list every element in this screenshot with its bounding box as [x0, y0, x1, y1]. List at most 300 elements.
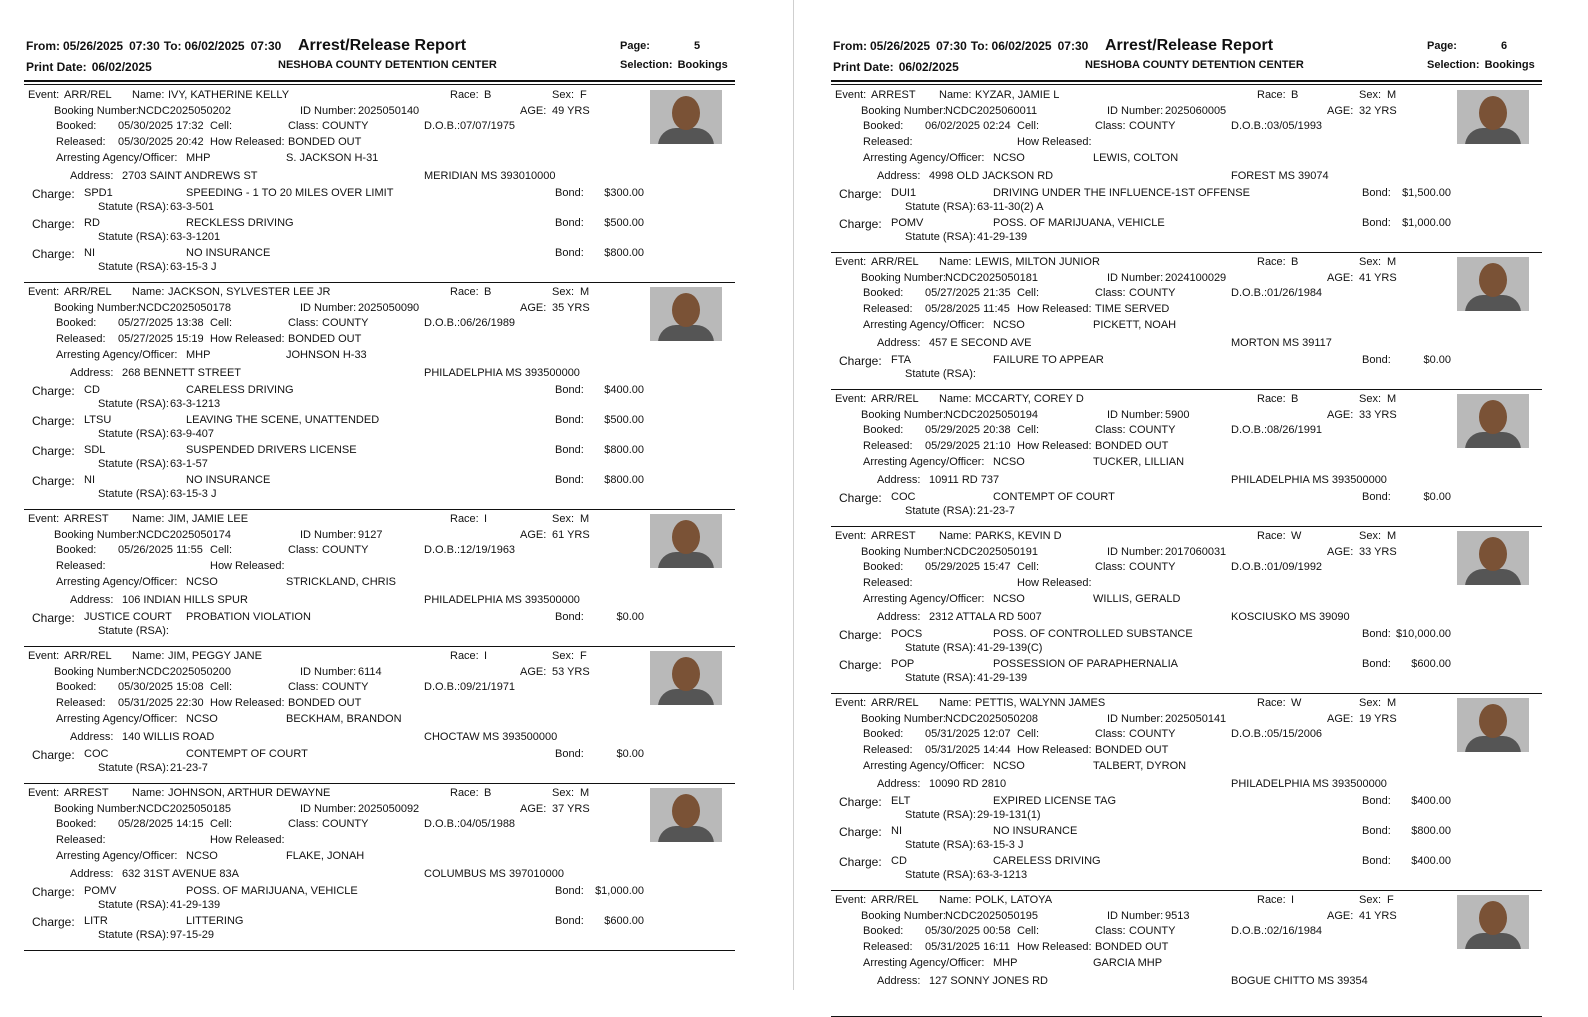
- mugshot-head: [672, 657, 700, 691]
- bond-label: Bond:: [555, 216, 584, 229]
- sex-value: M: [1387, 256, 1397, 268]
- class-label: Class:: [288, 317, 319, 330]
- address-label: Address:: [70, 169, 114, 182]
- bond-label: Bond:: [1362, 657, 1391, 670]
- charge-label: Charge:: [839, 627, 882, 642]
- city-state-zip: MERIDIAN MS 393010000: [424, 169, 556, 182]
- dob-label: D.O.B.:: [1231, 561, 1268, 574]
- dob-label: D.O.B.:: [424, 681, 461, 694]
- bond-label: Bond:: [1362, 627, 1391, 640]
- race-label: Race:: [1257, 697, 1286, 709]
- date-range-part: 07:30: [129, 39, 160, 53]
- mugshot-photo: [1457, 531, 1529, 585]
- age-value: 35 YRS: [552, 301, 590, 314]
- print-date: [833, 60, 959, 74]
- print-date-label: Print Date:: [833, 60, 894, 74]
- booked-label: Booked:: [863, 561, 904, 574]
- arrest-record: [831, 527, 1542, 694]
- charge-code: COC: [84, 747, 109, 760]
- mugshot-body: [658, 826, 714, 842]
- race-label: Race:: [1257, 530, 1286, 542]
- id-number: 2025050092: [358, 802, 420, 815]
- date-range-part: 07:30: [250, 39, 282, 53]
- booking-number: NCDC2025050191: [945, 545, 1038, 558]
- selection: [620, 59, 728, 71]
- sex-label: Sex:: [552, 513, 575, 525]
- bond-label: Bond:: [555, 610, 584, 623]
- address-label: Address:: [70, 730, 114, 743]
- how-released-label: How Released:: [1017, 303, 1092, 316]
- mugshot-body: [1465, 736, 1521, 752]
- statute-label: Statute (RSA):: [98, 487, 169, 500]
- cell-label: Cell:: [1017, 925, 1040, 938]
- mugshot-body: [1465, 933, 1521, 949]
- report-page-5: [0, 0, 794, 990]
- how-released-value: BONDED OUT: [1095, 941, 1169, 954]
- event-label: Event:: [835, 894, 867, 906]
- released-label: Released:: [56, 560, 106, 573]
- bond-label: Bond:: [555, 884, 584, 897]
- dob-value: 06/26/1989: [460, 317, 516, 330]
- race-value: B: [484, 286, 492, 298]
- arresting-agency-label: Arresting Agency/Officer:: [863, 455, 985, 468]
- charge-code: JUSTICE COURT: [84, 610, 172, 623]
- street-address: 632 31ST AVENUE 83A: [122, 867, 239, 880]
- race-label: Race:: [1257, 894, 1286, 906]
- statute-label: Statute (RSA):: [98, 427, 169, 440]
- print-date-label: Print Date:: [26, 60, 87, 74]
- statute-value: 63-15-3 J: [170, 260, 217, 273]
- arresting-agency: MHP: [993, 956, 1018, 969]
- sex-label: Sex:: [1359, 393, 1382, 405]
- arresting-agency-label: Arresting Agency/Officer:: [863, 956, 985, 969]
- mugshot-photo: [650, 287, 722, 341]
- released-label: Released:: [56, 697, 106, 710]
- dob-label: D.O.B.:: [1231, 424, 1268, 437]
- dob-label: D.O.B.:: [424, 544, 461, 557]
- event-type: ARR/REL: [871, 256, 919, 268]
- booked-datetime: 05/31/2025 12:07: [925, 728, 1011, 741]
- age-label: AGE:: [1327, 909, 1354, 922]
- race-value: B: [1291, 89, 1299, 101]
- id-number: 9513: [1165, 909, 1190, 922]
- arresting-officer: WILLIS, GERALD: [1093, 592, 1181, 605]
- id-number-label: ID Number:: [1107, 545, 1164, 558]
- report-title: Arrest/Release Report: [298, 37, 467, 54]
- cell-label: Cell:: [210, 818, 233, 831]
- bond-label: Bond:: [1362, 794, 1391, 807]
- age-value: 37 YRS: [552, 802, 590, 815]
- report-page-6: [807, 0, 1588, 990]
- statute-value: 41-29-139(C): [977, 641, 1043, 654]
- arresting-agency: NCSO: [186, 575, 218, 588]
- charge-code: SPD1: [84, 186, 113, 199]
- inmate-name: PETTIS, WALYNN JAMES: [975, 697, 1106, 709]
- charge-code: POP: [891, 657, 915, 670]
- bond-amount: $10,000.00: [1395, 627, 1451, 640]
- age-value: 32 YRS: [1359, 104, 1397, 117]
- dob-value: 08/26/1991: [1267, 424, 1323, 437]
- how-released-value: TIME SERVED: [1095, 303, 1170, 316]
- mugshot-photo: [1457, 895, 1529, 949]
- arresting-agency-label: Arresting Agency/Officer:: [56, 849, 178, 862]
- street-address: 127 SONNY JONES RD: [929, 974, 1049, 987]
- charge-code: CD: [891, 854, 907, 867]
- how-released-value: BONDED OUT: [1095, 744, 1169, 757]
- statute-label: Statute (RSA):: [905, 230, 976, 243]
- how-released-value: BONDED OUT: [288, 697, 362, 710]
- age-label: AGE:: [1327, 545, 1354, 558]
- statute-value: 41-29-139: [977, 230, 1028, 243]
- sex-value: M: [1387, 530, 1397, 542]
- event-type: ARR/REL: [64, 286, 112, 298]
- charge-description: CONTEMPT OF COURT: [993, 490, 1115, 503]
- booked-datetime: 05/27/2025 21:35: [925, 287, 1011, 300]
- event-label: Event:: [28, 286, 60, 298]
- booked-datetime: 06/02/2025 02:24: [925, 120, 1011, 133]
- sex-label: Sex:: [552, 286, 575, 298]
- arresting-officer: BECKHAM, BRANDON: [286, 712, 402, 725]
- charge-label: Charge:: [32, 747, 75, 762]
- mugshot-head: [1479, 263, 1507, 297]
- id-number: 2025050090: [358, 301, 420, 314]
- street-address: 140 WILLIS ROAD: [122, 730, 215, 743]
- city-state-zip: PHILADELPHIA MS 393500000: [424, 366, 580, 379]
- id-number: 5900: [1165, 408, 1190, 421]
- date-range-part: 06/02/2025: [991, 39, 1052, 53]
- street-address: 2312 ATTALA RD 5007: [929, 610, 1042, 623]
- charge-description: DRIVING UNDER THE INFLUENCE-1ST OFFENSE: [993, 186, 1250, 199]
- detention-center-name: NESHOBA COUNTY DETENTION CENTER: [278, 59, 497, 71]
- arresting-officer: S. JACKSON H-31: [286, 151, 379, 164]
- charge-description: RECKLESS DRIVING: [186, 216, 294, 229]
- name-label: Name:: [939, 256, 972, 268]
- bond-label: Bond:: [555, 186, 584, 199]
- inmate-name: JIM, PEGGY JANE: [168, 650, 262, 662]
- charge-label: Charge:: [32, 473, 75, 488]
- print-date-value: 06/02/2025: [91, 60, 152, 74]
- charge-label: Charge:: [32, 443, 75, 458]
- street-address: 106 INDIAN HILLS SPUR: [122, 593, 248, 606]
- city-state-zip: KOSCIUSKO MS 39090: [1231, 610, 1350, 623]
- dob-label: D.O.B.:: [424, 120, 461, 133]
- cell-label: Cell:: [1017, 287, 1040, 300]
- arresting-agency-label: Arresting Agency/Officer:: [863, 592, 985, 605]
- class-value: COUNTY: [1129, 287, 1176, 300]
- cell-label: Cell:: [1017, 728, 1040, 741]
- released-label: Released:: [863, 303, 913, 316]
- bond-label: Bond:: [1362, 854, 1391, 867]
- event-type: ARR/REL: [64, 89, 112, 101]
- page-label: Page:: [1427, 40, 1457, 52]
- mugshot-photo: [650, 514, 722, 568]
- id-number-label: ID Number:: [1107, 909, 1164, 922]
- inmate-name: POLK, LATOYA: [975, 894, 1053, 906]
- id-number: 2017060031: [1165, 545, 1227, 558]
- released-datetime: 05/31/2025 14:44: [925, 744, 1011, 757]
- inmate-name: JIM, JAMIE LEE: [168, 513, 249, 525]
- sex-value: M: [580, 787, 590, 799]
- dob-value: 01/09/1992: [1267, 561, 1323, 574]
- inmate-name: PARKS, KEVIN D: [975, 530, 1062, 542]
- street-address: 10090 RD 2810: [929, 777, 1007, 790]
- age-label: AGE:: [1327, 712, 1354, 725]
- booking-number: NCDC2025050178: [138, 301, 231, 314]
- charge-description: LEAVING THE SCENE, UNATTENDED: [186, 413, 380, 426]
- age-label: AGE:: [520, 104, 547, 117]
- booked-label: Booked:: [56, 317, 97, 330]
- arrest-record: [24, 784, 735, 951]
- charge-label: Charge:: [32, 413, 75, 428]
- bond-amount: $0.00: [616, 747, 644, 760]
- charge-description: CONTEMPT OF COURT: [186, 747, 308, 760]
- street-address: 10911 RD 737: [929, 473, 1000, 486]
- charge-label: Charge:: [839, 186, 882, 201]
- sex-label: Sex:: [1359, 256, 1382, 268]
- selection-label: Selection:: [620, 59, 673, 71]
- booked-label: Booked:: [56, 681, 97, 694]
- charge-description: NO INSURANCE: [993, 824, 1078, 837]
- booking-number-label: Booking Number:: [861, 545, 946, 558]
- released-datetime: 05/29/2025 21:10: [925, 440, 1011, 453]
- mugshot-body: [1465, 569, 1521, 585]
- date-range-part: To:: [970, 39, 989, 53]
- charge-code: ELT: [891, 794, 911, 807]
- statute-value: 41-29-139: [977, 671, 1028, 684]
- how-released-label: How Released:: [1017, 941, 1092, 954]
- booked-label: Booked:: [863, 925, 904, 938]
- event-label: Event:: [28, 89, 60, 101]
- arresting-officer: LEWIS, COLTON: [1093, 151, 1179, 164]
- age-value: 41 YRS: [1359, 271, 1397, 284]
- age-label: AGE:: [520, 528, 547, 541]
- how-released-label: How Released:: [1017, 577, 1092, 590]
- statute-label: Statute (RSA):: [905, 367, 976, 380]
- event-label: Event:: [835, 393, 867, 405]
- statute-value: 29-19-131(1): [977, 808, 1041, 821]
- mugshot-photo: [1457, 90, 1529, 144]
- race-value: B: [484, 89, 492, 101]
- charge-code: DUI1: [891, 186, 917, 199]
- charge-description: POSS. OF MARIJUANA, VEHICLE: [993, 216, 1165, 229]
- sex-value: M: [1387, 697, 1397, 709]
- bond-amount: $800.00: [604, 473, 644, 486]
- arresting-agency: MHP: [186, 348, 211, 361]
- arresting-officer: FLAKE, JONAH: [286, 849, 365, 862]
- charge-code: COC: [891, 490, 916, 503]
- arrest-record: [24, 647, 735, 784]
- city-state-zip: PHILADELPHIA MS 393500000: [1231, 473, 1387, 486]
- statute-label: Statute (RSA):: [98, 397, 169, 410]
- event-type: ARR/REL: [871, 697, 919, 709]
- statute-label: Statute (RSA):: [98, 928, 169, 941]
- address-label: Address:: [877, 777, 921, 790]
- date-range-part: 06/02/2025: [184, 39, 245, 53]
- statute-value: 63-3-501: [170, 200, 215, 213]
- sex-label: Sex:: [552, 89, 575, 101]
- event-type: ARREST: [871, 530, 916, 542]
- bond-label: Bond:: [555, 443, 584, 456]
- bond-label: Bond:: [555, 383, 584, 396]
- age-label: AGE:: [520, 665, 547, 678]
- race-label: Race:: [450, 513, 479, 525]
- sex-label: Sex:: [552, 787, 575, 799]
- statute-value: 21-23-7: [170, 761, 208, 774]
- print-date: [26, 60, 152, 74]
- dob-label: D.O.B.:: [1231, 925, 1268, 938]
- class-label: Class:: [1095, 424, 1126, 437]
- statute-label: Statute (RSA):: [905, 808, 976, 821]
- statute-label: Statute (RSA):: [98, 898, 169, 911]
- bond-label: Bond:: [555, 246, 584, 259]
- bond-label: Bond:: [1362, 824, 1391, 837]
- booking-number-label: Booking Number:: [861, 271, 946, 284]
- booking-number: NCDC2025050208: [945, 712, 1038, 725]
- arrest-record: [831, 891, 1542, 1017]
- how-released-value: BONDED OUT: [1095, 440, 1169, 453]
- bond-label: Bond:: [1362, 216, 1391, 229]
- bond-amount: $500.00: [604, 413, 644, 426]
- name-label: Name:: [132, 89, 165, 101]
- booked-label: Booked:: [56, 818, 97, 831]
- cell-label: Cell:: [210, 681, 233, 694]
- selection-value: Bookings: [677, 59, 728, 71]
- charge-code: POMV: [891, 216, 924, 229]
- event-label: Event:: [28, 650, 60, 662]
- dob-value: 09/21/1971: [460, 681, 516, 694]
- cell-label: Cell:: [1017, 120, 1040, 133]
- race-value: B: [1291, 393, 1299, 405]
- race-value: I: [1291, 894, 1295, 906]
- age-value: 19 YRS: [1359, 712, 1397, 725]
- how-released-label: How Released:: [210, 136, 285, 149]
- race-value: W: [1291, 697, 1302, 709]
- charge-label: Charge:: [839, 216, 882, 231]
- mugshot-body: [658, 689, 714, 705]
- cell-label: Cell:: [210, 544, 233, 557]
- booking-number: NCDC2025050202: [138, 104, 231, 117]
- date-range-part: To:: [163, 39, 182, 53]
- bond-amount: $600.00: [604, 914, 644, 927]
- address-label: Address:: [70, 867, 114, 880]
- sex-value: F: [580, 89, 587, 101]
- dob-value: 12/19/1963: [460, 544, 516, 557]
- event-type: ARREST: [871, 89, 916, 101]
- sex-label: Sex:: [1359, 89, 1382, 101]
- mugshot-head: [1479, 704, 1507, 738]
- event-type: ARR/REL: [871, 894, 919, 906]
- age-value: 61 YRS: [552, 528, 590, 541]
- page-divider: [793, 0, 794, 990]
- name-label: Name:: [939, 530, 972, 542]
- charge-label: Charge:: [32, 884, 75, 899]
- statute-label: Statute (RSA):: [98, 457, 169, 470]
- statute-value: 63-3-1213: [170, 397, 221, 410]
- booking-number-label: Booking Number:: [861, 104, 946, 117]
- booking-number: NCDC2025050185: [138, 802, 231, 815]
- date-range-part: From:: [26, 39, 60, 53]
- how-released-value: BONDED OUT: [288, 136, 362, 149]
- inmate-name: IVY, KATHERINE KELLY: [168, 89, 290, 101]
- dob-value: 01/26/1984: [1267, 287, 1323, 300]
- charge-code: POMV: [84, 884, 117, 897]
- statute-value: 63-11-30(2) A: [977, 200, 1044, 213]
- id-number-label: ID Number:: [300, 301, 357, 314]
- class-value: COUNTY: [1129, 424, 1176, 437]
- report-date-range: [833, 39, 1091, 53]
- booking-number-label: Booking Number:: [861, 909, 946, 922]
- charge-code: SDL: [84, 443, 106, 456]
- booked-label: Booked:: [863, 728, 904, 741]
- mugshot-head: [1479, 96, 1507, 130]
- event-type: ARREST: [64, 513, 109, 525]
- charge-code: NI: [84, 246, 95, 259]
- released-datetime: 05/30/2025 20:42: [118, 136, 204, 149]
- released-label: Released:: [863, 941, 913, 954]
- city-state-zip: BOGUE CHITTO MS 39354: [1231, 974, 1368, 987]
- bond-amount: $0.00: [1423, 490, 1451, 503]
- bond-amount: $800.00: [1411, 824, 1451, 837]
- booking-number-label: Booking Number:: [54, 802, 139, 815]
- charge-code: LITR: [84, 914, 108, 927]
- statute-label: Statute (RSA):: [905, 838, 976, 851]
- dob-label: D.O.B.:: [1231, 728, 1268, 741]
- street-address: 268 BENNETT STREET: [122, 366, 241, 379]
- age-label: AGE:: [1327, 408, 1354, 421]
- inmate-name: MCCARTY, COREY D: [975, 393, 1084, 405]
- city-state-zip: PHILADELPHIA MS 393500000: [1231, 777, 1387, 790]
- bond-amount: $500.00: [604, 216, 644, 229]
- statute-value: 41-29-139: [170, 898, 221, 911]
- bond-amount: $400.00: [1411, 854, 1451, 867]
- bond-amount: $300.00: [604, 186, 644, 199]
- id-number-label: ID Number:: [300, 528, 357, 541]
- statute-value: 63-1-57: [170, 457, 208, 470]
- event-label: Event:: [28, 787, 60, 799]
- race-label: Race:: [450, 650, 479, 662]
- how-released-label: How Released:: [1017, 136, 1092, 149]
- id-number-label: ID Number:: [300, 665, 357, 678]
- class-label: Class:: [288, 681, 319, 694]
- event-label: Event:: [835, 89, 867, 101]
- booked-datetime: 05/30/2025 00:58: [925, 925, 1011, 938]
- booked-datetime: 05/30/2025 15:08: [118, 681, 204, 694]
- arresting-agency-label: Arresting Agency/Officer:: [56, 712, 178, 725]
- id-number: 2025050140: [358, 104, 420, 117]
- id-number: 2024100029: [1165, 271, 1227, 284]
- arresting-agency: NCSO: [186, 849, 218, 862]
- charge-code: POCS: [891, 627, 923, 640]
- charge-code: FTA: [891, 353, 911, 366]
- id-number-label: ID Number:: [1107, 104, 1164, 117]
- charge-label: Charge:: [32, 246, 75, 261]
- race-label: Race:: [1257, 256, 1286, 268]
- race-label: Race:: [450, 89, 479, 101]
- charge-description: EXPIRED LICENSE TAG: [993, 794, 1117, 807]
- id-number: 9127: [358, 528, 383, 541]
- address-label: Address:: [70, 366, 114, 379]
- selection: [1427, 59, 1535, 71]
- age-value: 53 YRS: [552, 665, 590, 678]
- booked-datetime: 05/29/2025 15:47: [925, 561, 1011, 574]
- charge-code: RD: [84, 216, 100, 229]
- date-range-part: 05/26/2025: [870, 39, 931, 53]
- booked-label: Booked:: [56, 120, 97, 133]
- booking-number: NCDC2025050174: [138, 528, 231, 541]
- detention-center-name: NESHOBA COUNTY DETENTION CENTER: [1085, 59, 1304, 71]
- bond-label: Bond:: [555, 914, 584, 927]
- arrest-record: [831, 694, 1542, 891]
